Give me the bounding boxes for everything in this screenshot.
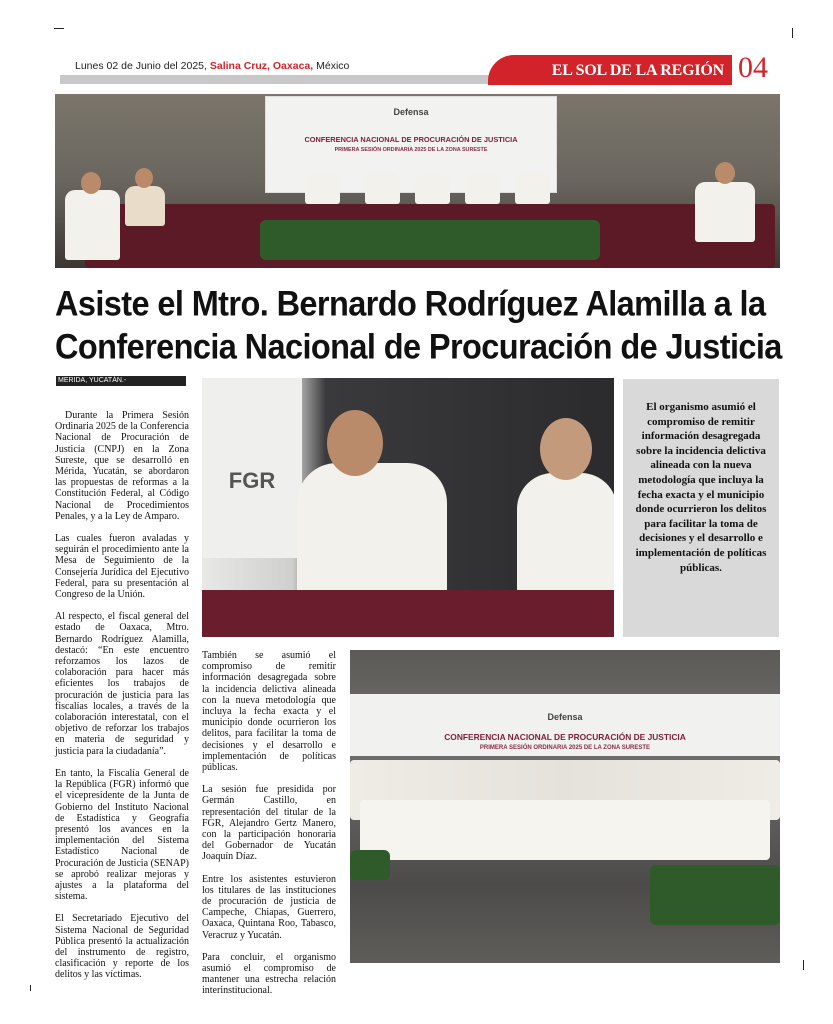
article-headline [55,282,785,368]
attendee-head [715,162,735,184]
article-column-1 [55,410,189,992]
issue-date: Lunes 02 de Junio del 2025, [75,60,207,72]
banner-title: CONFERENCIA NACIONAL DE PROCURACIÓN DE JUSTICIA [304,135,518,144]
speaker [297,463,447,593]
banner-subtitle: PRIMERA SESIÓN ORDINARIA 2025 DE LA ZONA SURESTE [334,147,488,153]
bottom-photo-group [350,650,780,963]
article-column-2 [202,650,336,1008]
attendee [125,186,165,226]
group-front-row [360,800,770,860]
paragraph: También se asumió el compromiso de remitir información desagregada sobre la incidencia delictiva alineada con la nueva metodología que incluya la fecha exacta y el municipio donde ocurrieron los delitos, para facilitar la toma de decisiones y el desarrollo e implementación de políticas públicas. [202,650,336,774]
paragraph: Al respecto, el fiscal general del estado de Oaxaca, Mtro. Bernardo Rodríguez Alamilla, destacó: “En este encuentro reforzamos los lazos de colaboración para hacer más eficientes los trabajos de procuración de justicia para las fiscalías locales, a través de la colaboración interestatal, con el objetivo de reforzar los trabajos en materia de seguridad y justicia para la ciudadanía”. [55,611,189,757]
attendee [305,174,340,204]
left-plants [350,850,390,880]
newspaper-brand: EL SOL DE LA REGIÓN [551,62,724,79]
paragraph: La sesión fue presidida por Germán Castillo, en representación del titular de la FGR, Alejandro Gertz Manero, con la participación honoraria del Gobernador de Yucatán Joaquín Díaz. [202,784,336,863]
attendee [65,190,120,260]
speaker-head [327,410,383,476]
crop-mark-br [803,960,804,970]
foreground-plants [650,865,780,925]
headline-line-2: Conferencia Nacional de Procuración de Justicia [55,327,782,367]
fgr-banner [202,378,302,558]
issue-location: Salina Cruz, Oaxaca, [209,60,314,72]
attendee [415,174,450,204]
paragraph: Entre los asistentes estuvieron los titulares de las instituciones de procuración de justicia de Campeche, Chiapas, Guerrero, Oaxaca, Quintana Roo, Tabasco, Veracruz y Yucatán. [202,873,336,941]
attendee [365,172,400,204]
banner-logo-text: Defensa [393,107,429,117]
paragraph: Las cuales fueron avaladas y seguirán el procedimiento ante la Mesa de Seguimiento de la Consejería Jurídica del Ejecutivo Federal, para su presentación al Congreso de la Unión. [55,533,189,601]
top-photo-conference-table [55,94,780,268]
attendee-head [135,168,153,188]
paragraph: Para concluir, el organismo asumió el compromiso de mantener una estrecha relación interinstitucional. [202,951,336,997]
fgr-flag-text: FGR [228,468,276,493]
attendee [515,172,550,204]
headline-line-1: Asiste el Mtro. Bernardo Rodríguez Alamilla a la [55,284,766,324]
crop-mark-bl [30,985,31,991]
paragraph: El Secretariado Ejecutivo del Sistema Nacional de Seguridad Pública presentó la actualización del instrumento de registro, clasificación y reporte de los delitos y las víctimas. [55,913,189,981]
pull-quote-text: El organismo asumió el compromiso de remitir información desagregada sobre la incidencia delictiva alineada con la nueva metodología que incluya la fecha exacta y el municipio donde ocurrieron los delitos para facilitar la toma de decisiones y el desarrollo e implementación de políticas públicas. [635,401,767,574]
attendee-head [81,172,101,194]
crop-mark-tr [792,28,793,38]
crop-mark-tl [54,28,64,29]
attendee-right-head [540,418,592,480]
issue-date-line [75,60,349,72]
paragraph: Durante la Primera Sesión Ordinaria 2025 de la Conferencia Nacional de Procuración de Justicia (CNPJ) en la Zona Sureste, que se desarrolló en Mérida, Yucatán, se abordaron las propuestas de reformas a la Constitución Federal, al Código Nacional de Procedimientos Penales, y a la Ley de Amparo. [55,410,189,522]
issue-country: México [316,60,350,72]
header-gray-bar [60,75,510,84]
speaker-table [202,590,614,637]
attendee [695,182,755,242]
article-dateline: MERIDA, YUCATÁN.- [56,376,186,386]
page-number: 04 [738,51,768,84]
group-banner [350,694,780,756]
banner-subtitle: PRIMERA SESIÓN ORDINARIA 2025 DE LA ZONA SURESTE [479,745,651,751]
attendee [465,174,500,204]
paragraph: En tanto, la Fiscalía General de la República (FGR) informó que el vicepresidente de la Junta de Gobierno del Instituto Nacional de Estadística y Geografía presentó los avances en la implementación del Sistema Estadístico Nacional de Procuración de Justicia (SENAP) se aprobó realizar mejoras y ajustes a la plataforma del sistema. [55,767,189,903]
center-plants [260,220,600,260]
banner-title: CONFERENCIA NACIONAL DE PROCURACIÓN DE JUSTICIA [444,732,686,742]
attendee-right [517,473,614,593]
middle-photo-speaker [202,378,614,637]
banner-logo-text: Defensa [547,712,583,722]
